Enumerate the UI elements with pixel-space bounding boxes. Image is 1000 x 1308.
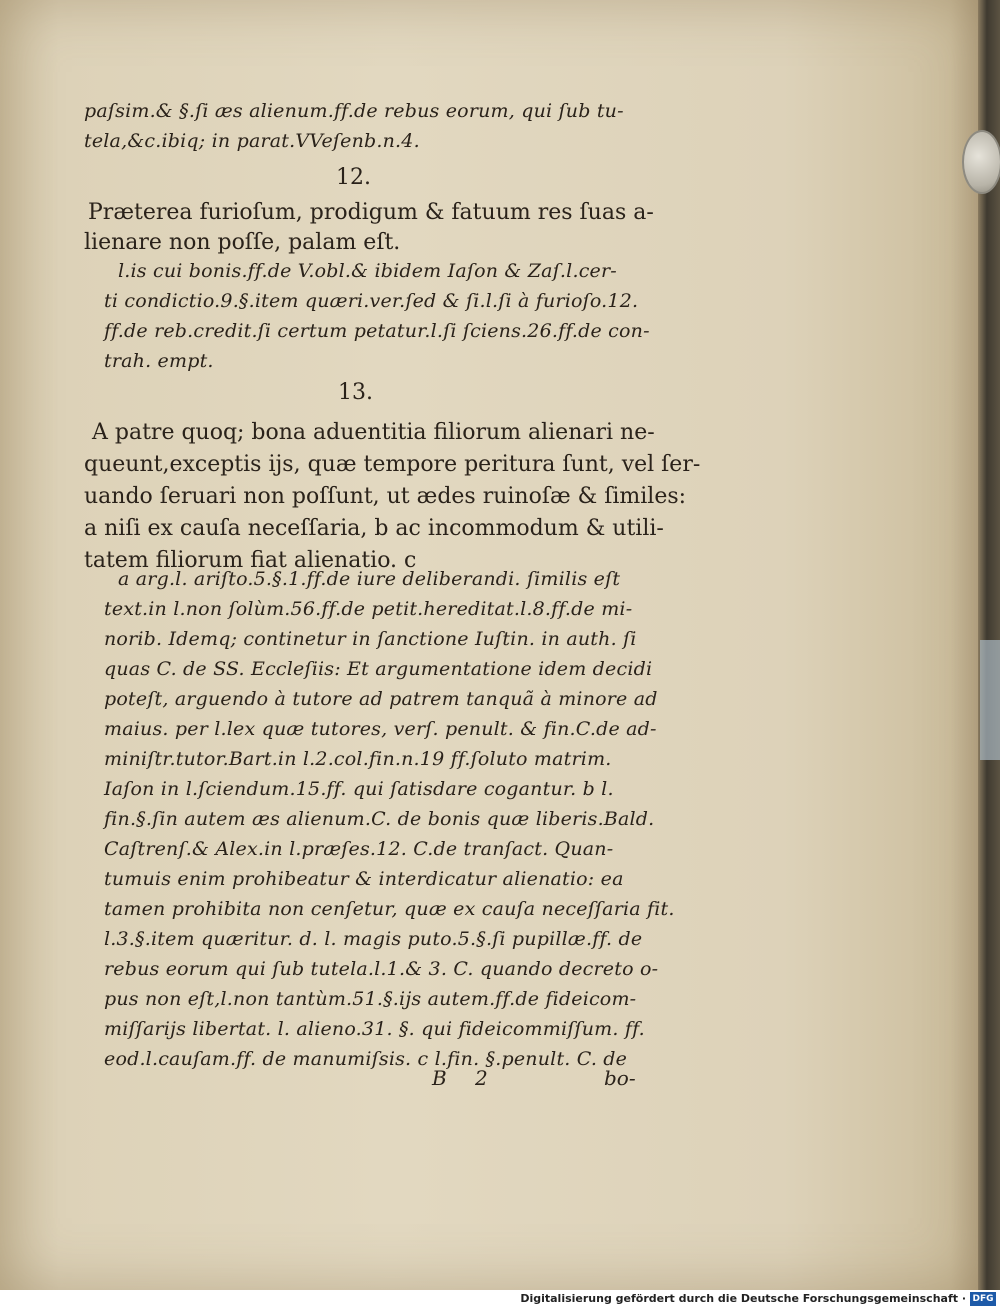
dfg-logo: DFG bbox=[970, 1292, 996, 1306]
note-line: text.in l.non ſolùm.56.ff.de petit.hereditat.l.8.ff.de mi- bbox=[104, 598, 633, 620]
note-line: tamen prohibita non cenſetur, quæ ex cauſa neceſſaria fit. bbox=[104, 898, 675, 920]
note-line: l.is cui bonis.ff.de V.obl.& ibidem Iaſon & Zaſ.l.cer- bbox=[118, 260, 617, 282]
note-line: trah. empt. bbox=[104, 350, 214, 372]
text-line: uando ſeruari non poſſunt, ut ædes ruinoſæ & ſimiles: bbox=[84, 484, 687, 509]
text-line: A patre quoq; bona aduentitia filiorum alienari ne- bbox=[92, 420, 655, 445]
note-line: ff.de reb.credit.ſi certum petatur.l.ſi ſciens.26.ff.de con- bbox=[104, 320, 650, 342]
text-line: tatem filiorum fiat alienatio. c bbox=[84, 548, 417, 573]
text-line: queunt,exceptis ijs, quæ tempore peritura ſunt, vel ſer- bbox=[84, 452, 701, 477]
text-line: paſsim.& §.ſi æs alienum.ff.de rebus eorum, qui ſub tu- bbox=[84, 100, 624, 122]
signature-mark: B 2 bbox=[432, 1066, 488, 1090]
note-line: Caſtrenſ.& Alex.in l.præſes.12. C.de tranſact. Quan- bbox=[104, 838, 614, 860]
digitization-credit: Digitalisierung gefördert durch die Deutsche Forschungsgemeinschaft · bbox=[520, 1292, 966, 1305]
text-line: tela,&c.ibiq; in parat.VVeſenb.n.4. bbox=[84, 130, 420, 152]
note-line: Iaſon in l.ſciendum.15.ff. qui ſatisdare cogantur. b l. bbox=[104, 778, 614, 800]
page-tab bbox=[980, 640, 1000, 760]
section-number-12: 12. bbox=[336, 165, 371, 190]
note-line: poteſt, arguendo à tutore ad patrem tanquã à minore ad bbox=[104, 688, 658, 710]
note-line: quas C. de SS. Eccleſiis: Et argumentatione idem decidi bbox=[104, 658, 653, 680]
text-line: a niſi ex cauſa neceſſaria, b ac incommodum & utili- bbox=[84, 516, 664, 541]
note-line: norib. Idemq; continetur in ſanctione Iuſtin. in auth. ſi bbox=[104, 628, 637, 650]
section-number-13: 13. bbox=[338, 380, 373, 405]
note-line: tumuis enim prohibeatur & interdicatur alienatio: ea bbox=[104, 868, 624, 890]
note-line: l.3.§.item quæritur. d. l. magis puto.5.§.ſi pupillæ.ff. de bbox=[104, 928, 643, 950]
note-line: miniſtr.tutor.Bart.in l.2.col.fin.n.19 ff.ſoluto matrim. bbox=[104, 748, 612, 770]
note-line: fin.§.ſin autem æs alienum.C. de bonis quæ liberis.Bald. bbox=[104, 808, 655, 830]
text-line: lienare non poſſe, palam eſt. bbox=[84, 230, 401, 255]
note-line: ti condictio.9.§.item quæri.ver.ſed & ſi.l.ſi à furioſo.12. bbox=[104, 290, 639, 312]
note-line: miſſarijs libertat. l. alieno.31. §. qui fideicommiſſum. ff. bbox=[104, 1018, 645, 1040]
page-clip bbox=[962, 130, 1000, 194]
note-line: maius. per l.lex quæ tutores, verſ. penult. & fin.C.de ad- bbox=[104, 718, 657, 740]
catchword: bo- bbox=[604, 1066, 636, 1090]
note-line: eod.l.cauſam.ff. de manumiſsis. c l.fin. §.penult. C. de bbox=[104, 1048, 628, 1070]
note-line: a arg.l. ariſto.5.§.1.ff.de iure deliberandi. ſimilis eſt bbox=[118, 568, 621, 590]
note-line: rebus eorum qui ſub tutela.l.1.& 3. C. quando decreto o- bbox=[104, 958, 659, 980]
text-line: Præterea furioſum, prodigum & fatuum res ſuas a- bbox=[88, 200, 654, 225]
note-line: pus non eſt,l.non tantùm.51.§.ijs autem.ff.de fideicom- bbox=[104, 988, 637, 1010]
